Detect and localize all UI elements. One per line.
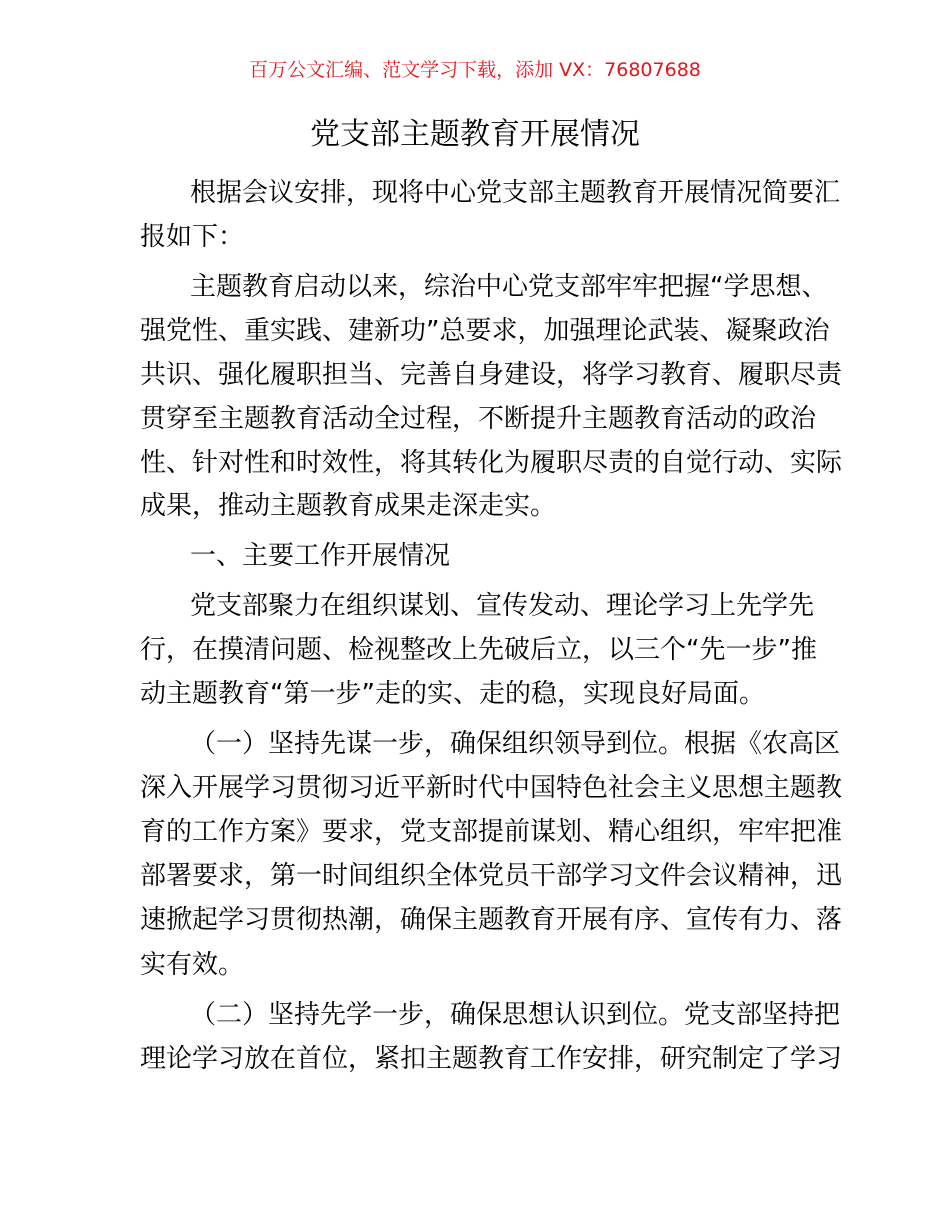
paragraph-line: （一）坚持先谋一步，确保组织领导到位。根据《农高区 <box>190 729 841 759</box>
paragraph-line: 成果，推动主题教育成果走深走实。 <box>140 491 557 521</box>
paragraph-line: 实有效。 <box>140 950 245 980</box>
paragraph-line: 性、针对性和时效性，将其转化为履职尽责的自觉行动、实际 <box>140 448 843 478</box>
paragraph-line: （二）坚持先学一步，确保思想认识到位。党支部坚持把 <box>190 1000 841 1030</box>
watermark-header: 百万公文汇编、范文学习下载，添加 VX：76807688 <box>249 59 701 81</box>
document-title: 党支部主题教育开展情况 <box>310 117 640 152</box>
paragraph-line: 根据会议安排，现将中心党支部主题教育开展情况简要汇 <box>190 178 841 208</box>
section-heading: 一、主要工作开展情况 <box>190 541 451 571</box>
paragraph-line: 育的工作方案》要求，党支部提前谋划、精心组织，牢牢把准 <box>140 817 843 847</box>
paragraph-line: 主题教育启动以来，综治中心党支部牢牢把握“学思想、 <box>190 272 828 302</box>
paragraph-line: 行，在摸清问题、检视整改上先破后立，以三个“先一步”推 <box>140 635 817 665</box>
paragraph-line: 强党性、重实践、建新功”总要求，加强理论武装、凝聚政治 <box>140 316 830 346</box>
paragraph-line: 共识、强化履职担当、完善自身建设，将学习教育、履职尽责 <box>140 360 843 390</box>
paragraph-line: 部署要求，第一时间组织全体党员干部学习文件会议精神，迅 <box>140 861 843 891</box>
paragraph-line: 党支部聚力在组织谋划、宣传发动、理论学习上先学先 <box>190 591 815 621</box>
paragraph-line: 深入开展学习贯彻习近平新时代中国特色社会主义思想主题教 <box>140 773 843 803</box>
paragraph-line: 报如下： <box>140 222 245 252</box>
paragraph-line: 贯穿至主题教育活动全过程，不断提升主题教育活动的政治 <box>140 404 817 434</box>
paragraph-line: 动主题教育“第一步”走的实、走的稳，实现良好局面。 <box>140 679 765 709</box>
paragraph-line: 理论学习放在首位，紧扣主题教育工作安排，研究制定了学习 <box>140 1044 843 1074</box>
paragraph-line: 速掀起学习贯彻热潮，确保主题教育开展有序、宣传有力、落 <box>140 905 843 935</box>
